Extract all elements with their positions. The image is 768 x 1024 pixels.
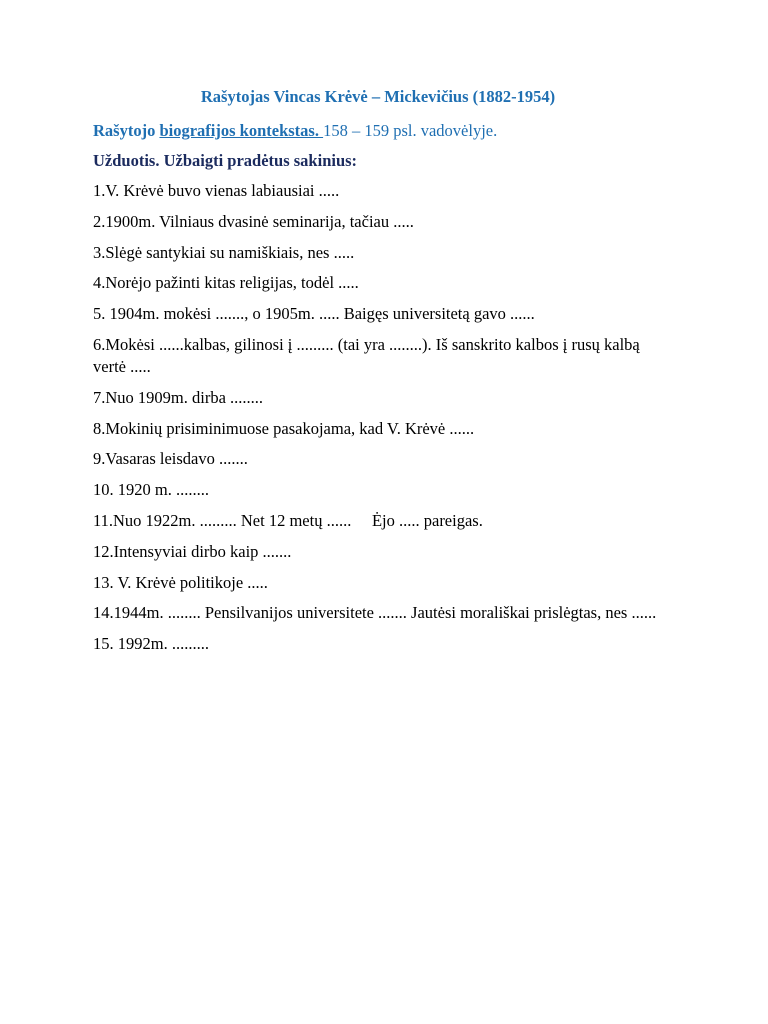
list-item: 1.V. Krėvė buvo vienas labiausiai ..... — [93, 181, 340, 200]
list-item: 6.Mokėsi ......kalbas, gilinosi į ......... (tai yra ........). Iš sanskrito kalbos į rusų kalbą vertė ..... — [93, 334, 640, 376]
list-item: 4.Norėjo pažinti kitas religijas, todėl ..... — [93, 273, 359, 293]
task-heading: Užduotis. Užbaigti pradėtus sakinius: — [93, 151, 358, 170]
list-item: 10. 1920 m. ........ — [93, 480, 209, 500]
document-title: Rašytojas Vincas Krėvė – Mickevičius (1882-1954) — [200, 87, 556, 106]
list-item: 8.Mokinių prisiminimuose pasakojama, kad V. Krėvė ...... — [93, 418, 475, 438]
sentence-list — [93, 180, 663, 655]
list-item: 2.1900m. Vilniaus dvasinė seminarija, tačiau ..... — [93, 211, 414, 231]
document-content — [93, 86, 663, 664]
textbook-page-reference: 158 – 159 psl. vadovėlyje. — [323, 121, 498, 140]
list-item: 5. 1904m. mokėsi ......., o 1905m. ..... Baigęs universitetą gavo ...... — [93, 304, 535, 324]
list-item: 11.Nuo 1922m. ......... Net 12 metų ...... Ėjo ..... pareigas. — [93, 510, 483, 530]
list-item: 9.Vasaras leisdavo ....... — [93, 449, 248, 469]
list-item: 7.Nuo 1909m. dirba ........ — [93, 387, 264, 407]
list-item: 15. 1992m. ......... — [93, 634, 209, 654]
biography-lead-text: Rašytojo — [93, 121, 160, 140]
list-item: 12.Intensyviai dirbo kaip ....... — [93, 541, 292, 561]
list-item: 13. V. Krėvė politikoje ..... — [93, 572, 268, 592]
biography-context-link[interactable]: biografijos kontekstas. — [159, 121, 324, 140]
list-item: 14.1944m. ........ Pensilvanijos universitete ....... Jautėsi morališkai prislėgtas, nes ...... — [93, 603, 657, 623]
biography-context-line — [93, 120, 663, 142]
list-item: 3.Slėgė santykiai su namiškiais, nes ..... — [93, 242, 355, 262]
